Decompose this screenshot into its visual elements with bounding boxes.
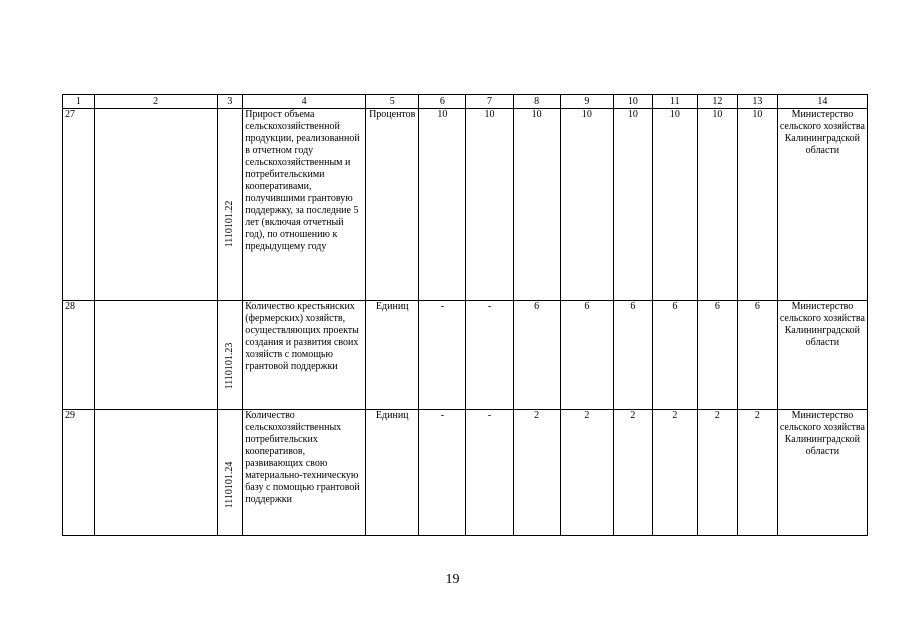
row-unit: Единиц — [366, 410, 419, 536]
row-col2 — [94, 410, 217, 536]
header-cell: 5 — [366, 95, 419, 109]
row-description: Количество крестьянских (фермерских) хозяйств, осуществляющих проекты создания и развития своих хозяйств с помощью грантовой поддержки — [243, 301, 366, 410]
row-value: - — [466, 410, 513, 536]
row-description: Количество сельскохозяйственных потребительских кооперативов, развивающих свою материально-техническую базу с помощью грантовой поддержки — [243, 410, 366, 536]
header-cell: 13 — [737, 95, 777, 109]
header-cell: 4 — [243, 95, 366, 109]
row-value: 6 — [737, 301, 777, 410]
row-number: 28 — [63, 301, 95, 410]
row-value: 10 — [466, 109, 513, 301]
row-value: 6 — [652, 301, 697, 410]
row-number: 29 — [63, 410, 95, 536]
table-row — [63, 410, 868, 536]
page-number: 19 — [445, 572, 460, 587]
header-cell: 6 — [419, 95, 466, 109]
row-code: 1110101.23 — [223, 342, 235, 390]
row-value: 10 — [419, 109, 466, 301]
header-cell: 8 — [513, 95, 560, 109]
row-value: 2 — [513, 410, 560, 536]
row-value: 2 — [560, 410, 613, 536]
row-value: 6 — [560, 301, 613, 410]
row-value: 6 — [613, 301, 652, 410]
row-value: 10 — [613, 109, 652, 301]
header-cell: 11 — [652, 95, 697, 109]
header-cell: 3 — [217, 95, 243, 109]
row-value: 2 — [737, 410, 777, 536]
header-cell: 12 — [697, 95, 737, 109]
row-value: - — [419, 410, 466, 536]
header-cell: 10 — [613, 95, 652, 109]
row-responsible: Министерство сельского хозяйства Калининградской области — [777, 301, 867, 410]
row-code-cell — [217, 109, 243, 301]
row-value: 2 — [697, 410, 737, 536]
row-responsible: Министерство сельского хозяйства Калининградской области — [777, 109, 867, 301]
header-row — [63, 95, 868, 109]
row-code-cell — [217, 301, 243, 410]
row-value: 6 — [513, 301, 560, 410]
row-value: 10 — [652, 109, 697, 301]
row-code-cell — [217, 410, 243, 536]
row-value: 2 — [652, 410, 697, 536]
row-col2 — [94, 301, 217, 410]
table-row — [63, 301, 868, 410]
row-value: 6 — [697, 301, 737, 410]
row-col2 — [94, 109, 217, 301]
row-value: - — [466, 301, 513, 410]
row-responsible: Министерство сельского хозяйства Калининградской области — [777, 410, 867, 536]
row-value: 10 — [737, 109, 777, 301]
row-value: 2 — [613, 410, 652, 536]
row-code: 1110101.24 — [223, 461, 235, 509]
header-cell: 9 — [560, 95, 613, 109]
row-value: 10 — [560, 109, 613, 301]
table-row — [63, 109, 868, 301]
row-code: 1110101.22 — [223, 200, 235, 247]
row-number: 27 — [63, 109, 95, 301]
row-description: Прирост объема сельскохозяйственной продукции, реализованной в отчетном году сельскохозяйственным и потребительскими кооперативами, получившими грантовую поддержку, за последние 5 лет (включая отчетный год), по отношению к предыдущему году — [243, 109, 366, 301]
row-value: 10 — [697, 109, 737, 301]
indicators-table — [62, 94, 868, 536]
header-cell: 7 — [466, 95, 513, 109]
row-value: 10 — [513, 109, 560, 301]
header-cell: 2 — [94, 95, 217, 109]
row-unit: Единиц — [366, 301, 419, 410]
header-cell: 14 — [777, 95, 867, 109]
header-cell: 1 — [63, 95, 95, 109]
row-value: - — [419, 301, 466, 410]
row-unit: Процентов — [366, 109, 419, 301]
